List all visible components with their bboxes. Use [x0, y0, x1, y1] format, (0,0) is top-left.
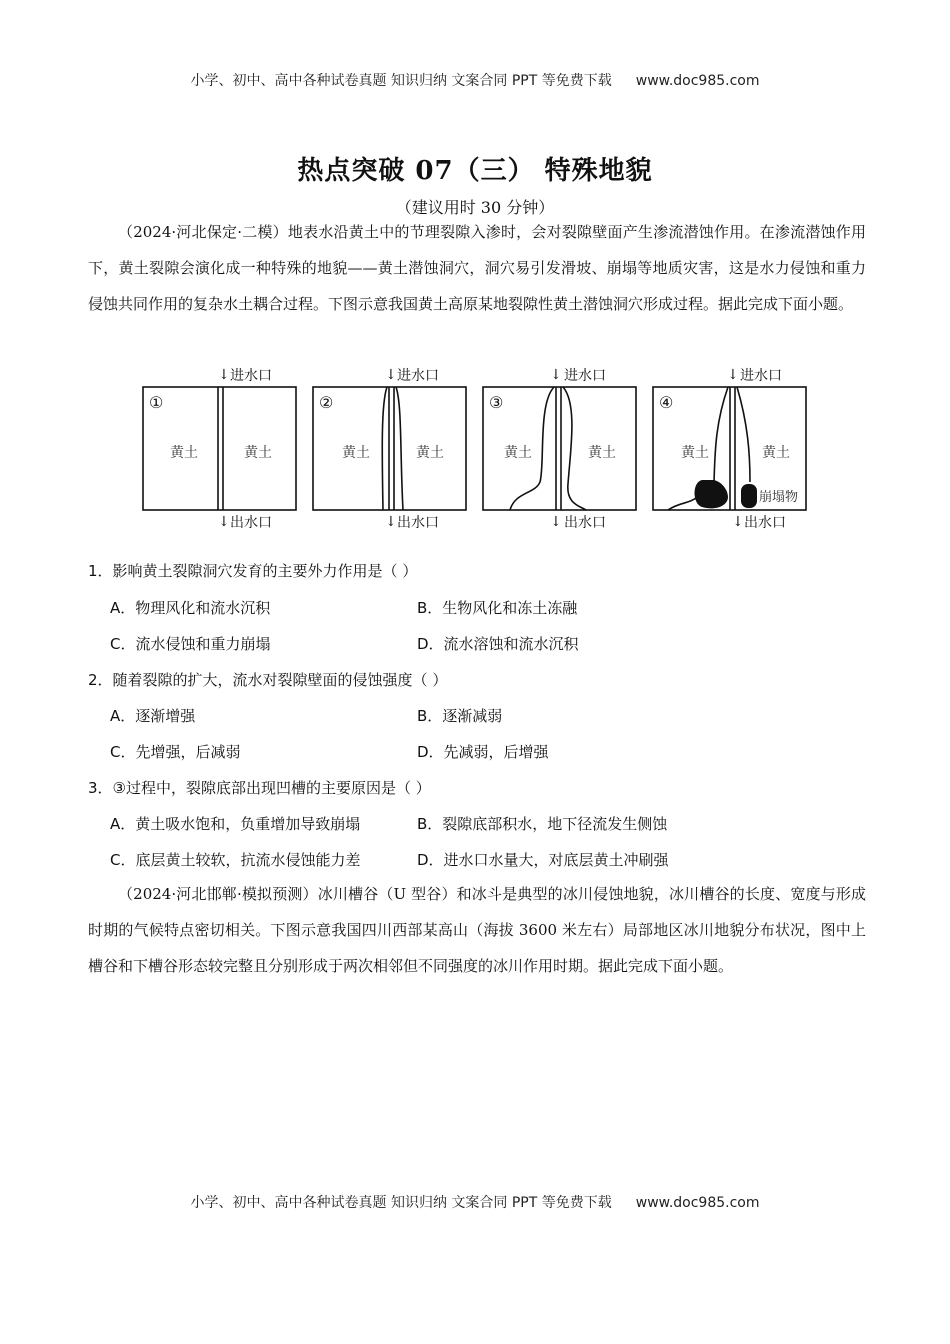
svg-text:黄土: 黄土: [588, 445, 616, 461]
page-title: 热点突破 07（三） 特殊地貌: [297, 156, 653, 186]
question-1-option-b[interactable]: B．生物风化和冻土冻融: [417, 599, 578, 617]
question-2-option-c[interactable]: C．先增强，后减弱: [110, 743, 241, 761]
question-3-option-c[interactable]: C．底层黄土较软，抗流水侵蚀能力差: [110, 851, 361, 869]
footer-text: 小学、初中、高中各种试卷真题 知识归纳 文案合同 PPT 等免费下载: [190, 1195, 612, 1211]
header-text: 小学、初中、高中各种试卷真题 知识归纳 文案合同 PPT 等免费下载: [190, 73, 612, 89]
svg-text:③: ③: [489, 393, 504, 412]
question-1-option-d[interactable]: D．流水溶蚀和流水沉积: [417, 635, 579, 653]
question-2-option-b[interactable]: B．逐渐减弱: [417, 707, 503, 725]
question-3-option-b[interactable]: B．裂隙底部积水，地下径流发生侧蚀: [417, 815, 668, 833]
page-header: [0, 70, 950, 90]
svg-text:黄土: 黄土: [244, 445, 272, 461]
question-1-option-c[interactable]: C．流水侵蚀和重力崩塌: [110, 635, 271, 653]
question-1-stem: 1．影响黄土裂隙洞穴发育的主要外力作用是（ ）: [88, 562, 418, 580]
svg-text:出水口: 出水口: [230, 515, 272, 531]
svg-text:↓: ↓: [218, 367, 230, 383]
svg-text:进水口: 进水口: [397, 368, 439, 384]
svg-text:↓: ↓: [550, 514, 562, 530]
question-3-option-a[interactable]: A．黄土吸水饱和，负重增加导致崩塌: [110, 815, 361, 833]
question-3-stem: 3．③过程中，裂隙底部出现凹槽的主要原因是（ ）: [88, 779, 431, 797]
svg-text:↓: ↓: [385, 514, 397, 530]
svg-text:进水口: 进水口: [564, 368, 606, 384]
svg-text:出水口: 出水口: [744, 515, 786, 531]
question-3-option-d[interactable]: D．进水口水量大，对底层黄土冲刷强: [417, 851, 669, 869]
page-footer: [0, 1192, 950, 1212]
question-2-option-d[interactable]: D．先减弱，后增强: [417, 743, 549, 761]
svg-text:↓: ↓: [732, 514, 744, 530]
svg-text:↓: ↓: [727, 367, 739, 383]
header-url[interactable]: www.doc985.com: [635, 73, 760, 89]
passage-1: （2024·河北保定·二模）地表水沿黄土中的节理裂隙入渗时，会对裂隙壁面产生渗流潜蚀作用。在渗流潜蚀作用下，黄土裂隙会演化成一种特殊的地貌——黄土潜蚀洞穴，洞穴易引发滑坡、崩塌等地质灾害，这是水力侵蚀和重力侵蚀共同作用的复杂水土耦合过程。下图示意我国黄土高原某地裂隙性黄土潜蚀洞穴形成过程。据此完成下面小题。: [88, 223, 866, 313]
page-subtitle: （建议用时 30 分钟）: [395, 198, 555, 217]
svg-text:进水口: 进水口: [230, 368, 272, 384]
question-1-option-a[interactable]: A．物理风化和流水沉积: [110, 599, 271, 617]
svg-text:出水口: 出水口: [564, 515, 606, 531]
svg-text:进水口: 进水口: [740, 368, 782, 384]
svg-text:黄土: 黄土: [416, 445, 444, 461]
svg-text:黄土: 黄土: [504, 445, 532, 461]
question-2-stem: 2．随着裂隙的扩大，流水对裂隙壁面的侵蚀强度（ ）: [88, 671, 448, 689]
svg-text:黄土: 黄土: [170, 445, 198, 461]
svg-text:①: ①: [149, 393, 164, 412]
svg-text:↓: ↓: [550, 367, 562, 383]
question-2-option-a[interactable]: A．逐渐增强: [110, 707, 196, 725]
svg-text:②: ②: [319, 393, 334, 412]
svg-text:出水口: 出水口: [397, 515, 439, 531]
passage-2: （2024·河北邯郸·模拟预测）冰川槽谷（U 型谷）和冰斗是典型的冰川侵蚀地貌，冰川槽谷的长度、宽度与形成时期的气候特点密切相关。下图示意我国四川西部某高山（海拔 3600 米左右）局部地区冰川地貌分布状况，图中上槽谷和下槽谷形态较完整且分别形成于两次相邻但不同强度的冰川作用时期。据此完成下面小题。: [88, 885, 866, 975]
svg-text:↓: ↓: [218, 514, 230, 530]
svg-text:④: ④: [659, 393, 674, 412]
svg-text:↓: ↓: [385, 367, 397, 383]
svg-text:黄土: 黄土: [762, 445, 790, 461]
svg-text:崩塌物: 崩塌物: [759, 490, 799, 505]
loess-cave-figure: [140, 364, 820, 534]
footer-url[interactable]: www.doc985.com: [635, 1195, 760, 1211]
svg-text:黄土: 黄土: [342, 445, 370, 461]
svg-text:黄土: 黄土: [681, 445, 709, 461]
